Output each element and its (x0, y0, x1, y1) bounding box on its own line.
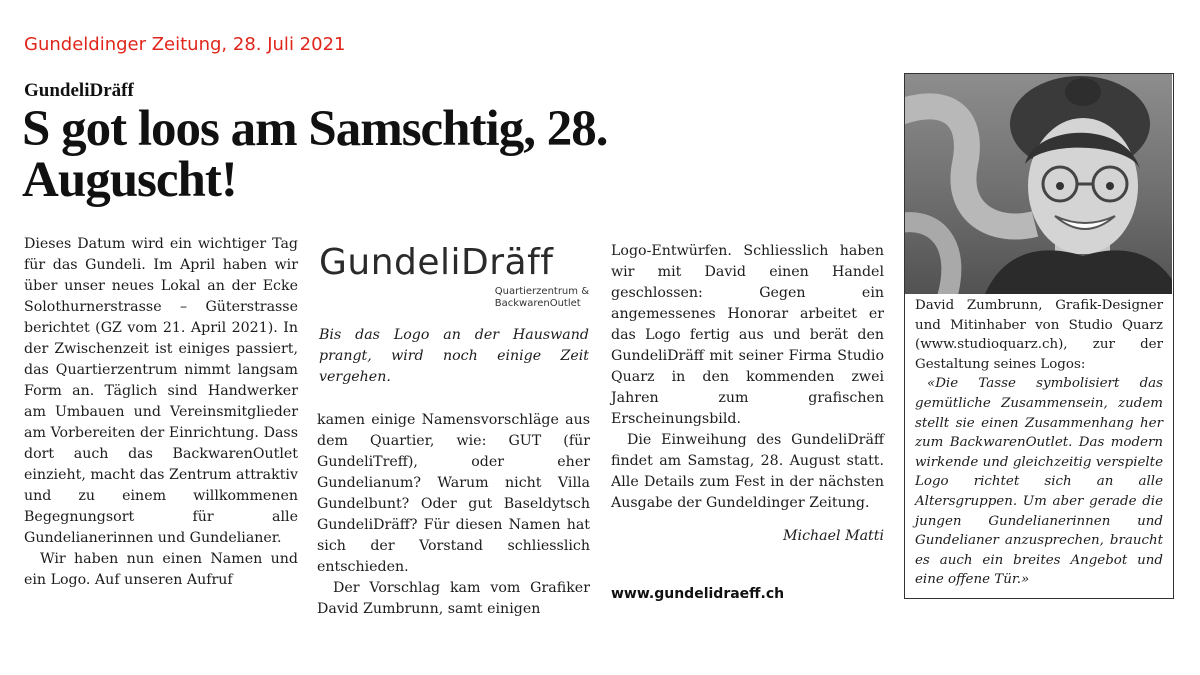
source-line: Gundeldinger Zeitung, 28. Juli 2021 (24, 34, 346, 55)
logo-subtitle-line: Quartierzentrum & (494, 286, 589, 297)
paragraph: Wir haben nun einen Namen und ein Logo. Auf unseren Aufruf (24, 551, 298, 588)
paragraph: Der Vorschlag kam vom Grafiker David Zumbrunn, samt einigen (317, 580, 590, 617)
portrait-photo (905, 74, 1172, 294)
paragraph: Logo-Entwürfen. Schliesslich haben wir mit David einen Handel geschlossen: Gegen ein angemessenes Honorar arbeitet er das Logo fertig aus und berät den GundeliDräff mit seiner Firma Studio Quarz in den kommenden zwei Jahren zum grafischen Erscheinungsbild. (611, 243, 884, 427)
kicker: GundeliDräff (24, 80, 134, 101)
paragraph: Die Einweihung des GundeliDräff findet am Samstag, 28. August statt. Alle Details zum Fest in der nächsten Ausgabe der Gundeldinger Zeitung. (611, 432, 884, 511)
logo-subtitle (495, 286, 589, 310)
website-link[interactable]: www.gundelidraeff.ch (611, 586, 785, 602)
article-column-3 (611, 241, 884, 514)
sidebar-box (904, 73, 1174, 599)
paragraph: kamen einige Namensvorschläge aus dem Quartier, wie: GUT (für GundeliTreff), oder eher Gundelianum? Warum nicht Villa Gundelbunt? Oder gut Baseldytsch GundeliDräff? Für diesen Namen hat sich der Vorstand schliesslich entschieden. (317, 412, 590, 575)
logo-subtitle-line: BackwarenOutlet (494, 298, 581, 309)
gundelidraeff-logo (319, 238, 591, 310)
sidebar-quote: «Die Tasse symbolisiert das gemütliche Zusammensein, zudem stellt sie einen Zusammenhang her zum BackwarenOutlet. Das modern wirkende und gleichzeitig verspielte Logo richtet sich an alle Altersgruppen. Um aber gerade die jungen Gundelianerinnen und Gundelianer anzusprechen, braucht es auch ein breites Angebot und eine offene Tür.» (915, 376, 1163, 588)
logo-wordmark: GundeliDräff (319, 242, 554, 283)
portrait-illustration (905, 74, 1172, 294)
author-signature: Michael Matti (783, 528, 884, 544)
logo-caption: Bis das Logo an der Hauswand prangt, wird noch einige Zeit vergehen. (319, 327, 589, 385)
article-column-1 (24, 234, 298, 591)
article-column-2 (317, 410, 590, 620)
sidebar-intro: David Zumbrunn, Grafik-Designer und Mitinhaber von Studio Quarz (www.studioquarz.ch), zur der Gestaltung seines Logos: (915, 298, 1163, 372)
headline: S got loos am Samschtig, 28. Auguscht! (22, 101, 608, 208)
sidebar-text (915, 296, 1163, 590)
paragraph: Dieses Datum wird ein wichtiger Tag für das Gundeli. Im April haben wir über unser neues Lokal an der Ecke Solothurnerstrasse – Güterstrasse berichtet (GZ vom 21. April 2021). In der Zwischenzeit ist einiges passiert, das Quartierzentrum nimmt langsam Form an. Täglich sind Handwerker am Umbauen und Vereinsmitglieder am Vorbereiten der Einrichtung. Dass dort auch das BackwarenOutlet einzieht, macht das Zentrum attraktiv und zu einem willkommenen Begegnungsort für alle Gundelianerinnen und Gundelianer. (24, 236, 298, 546)
